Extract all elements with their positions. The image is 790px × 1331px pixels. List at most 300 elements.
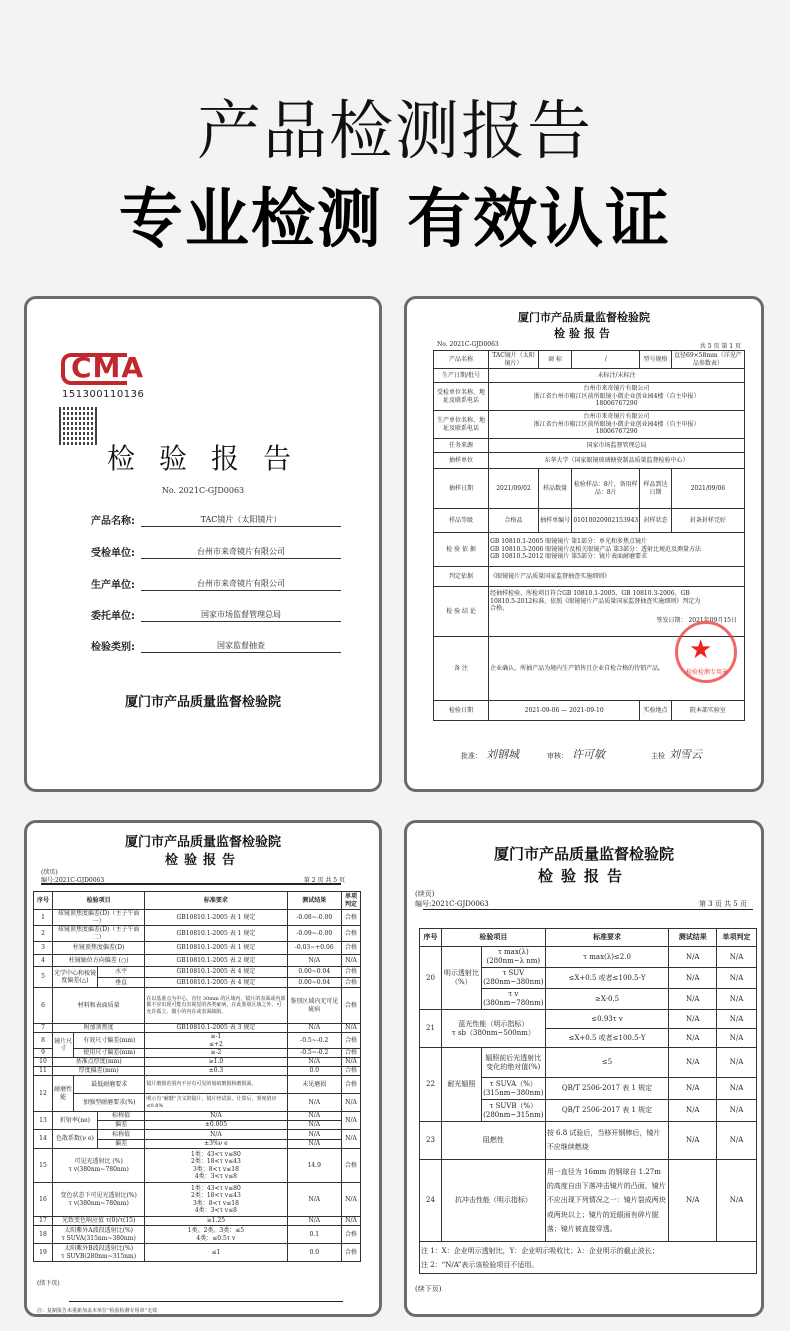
cell: ≥1.25 bbox=[145, 1217, 287, 1226]
cell: N/A bbox=[342, 955, 361, 967]
text-line: 1类：43<τ v≤80 bbox=[191, 1184, 241, 1192]
cell bbox=[52, 1226, 144, 1244]
cell: N/A bbox=[287, 1024, 342, 1033]
cell: ±3%ν e bbox=[145, 1140, 287, 1149]
table-row bbox=[34, 1112, 361, 1121]
star-icon: ★ bbox=[689, 635, 713, 665]
cell: 球镜顶焦度偏差(D)（主子午面二） bbox=[52, 926, 144, 942]
header-cell: 标准要求 bbox=[545, 929, 669, 947]
cell: N/A bbox=[287, 1058, 342, 1067]
cell: ≤1 bbox=[145, 1244, 287, 1262]
cell: 耐磨性能 bbox=[52, 1076, 73, 1112]
text-line: (315nm~380nm) bbox=[483, 1088, 544, 1097]
table-row bbox=[420, 1160, 757, 1242]
cell: N/A bbox=[287, 1094, 342, 1112]
cell: N/A bbox=[669, 1100, 717, 1122]
text-line: 18006767290 bbox=[595, 400, 638, 408]
cell: 12 bbox=[34, 1076, 53, 1112]
table-row bbox=[34, 1076, 361, 1094]
cell: 10 bbox=[34, 1058, 53, 1067]
text-line: 浙江省台州市椒江区前所眼镜小微企业创业园4楼（自主申报） bbox=[533, 392, 700, 400]
cell: 加强型耐磨要求(%) bbox=[74, 1094, 145, 1112]
field-value: 台州市来奇镜片有限公司 bbox=[141, 546, 341, 559]
cell: 14.9 bbox=[287, 1149, 342, 1183]
cell: N/A bbox=[287, 1183, 342, 1217]
table-row bbox=[34, 967, 361, 978]
field-producer bbox=[91, 576, 341, 592]
cell: 合格 bbox=[342, 1149, 361, 1183]
cell: 东华大学（国家眼镜玻璃搪瓷制品质量监督检验中心） bbox=[489, 453, 745, 469]
cell: 19 bbox=[34, 1244, 53, 1262]
cell: N/A bbox=[669, 1122, 717, 1160]
cell: N/A bbox=[145, 1112, 287, 1121]
cell: 镜片尺寸 bbox=[52, 1033, 73, 1058]
table-row bbox=[420, 1122, 757, 1160]
cell: GB10810.1-2005 表 2 规定 bbox=[145, 955, 287, 967]
text-line: τ SUVB（%） bbox=[489, 1101, 538, 1110]
cell: N/A bbox=[342, 1024, 361, 1033]
sig-label: 审核： bbox=[547, 752, 568, 760]
footer-note: 注：复制报告未重新加盖本单位“检验检测专用章”无效 bbox=[37, 1308, 158, 1314]
field-value: TAC镜片（太阳镜片） bbox=[141, 514, 341, 527]
page-info: 共 5 页 第 1 页 bbox=[699, 343, 741, 350]
cell: N/A bbox=[717, 968, 757, 989]
text-line: 4类：3<τ v≤8 bbox=[194, 1207, 237, 1214]
text-line: ≤+2 bbox=[208, 1040, 223, 1048]
cell: 任务来源 bbox=[434, 439, 489, 453]
cell: GB10810.1-2005 表 1 规定 bbox=[145, 910, 287, 926]
cell: 20 bbox=[420, 947, 442, 1010]
note-1: 注 1：X：企业明示透射比，Y：企业明示吸收比；λ：企业明示的截止波长； bbox=[421, 1246, 659, 1255]
signature: 刘钢城 bbox=[486, 748, 519, 761]
cell: 辐照前后光透射比变化的绝对值(%) bbox=[481, 1048, 545, 1078]
cell: 21 bbox=[420, 1010, 442, 1048]
cell: 偏差 bbox=[97, 1121, 144, 1130]
cell bbox=[52, 1183, 144, 1217]
cell: 标称值 bbox=[97, 1130, 144, 1140]
cell: 耐光辐照 bbox=[441, 1048, 481, 1122]
cell: 18 bbox=[34, 1226, 53, 1244]
cell: N/A bbox=[287, 955, 342, 967]
cell: 合格品 bbox=[489, 509, 539, 533]
cell: N/A bbox=[669, 1160, 717, 1242]
cell: N/A bbox=[287, 1112, 342, 1121]
cell: 阻燃性 bbox=[441, 1122, 545, 1160]
cell: N/A bbox=[342, 1130, 361, 1149]
cell: 产品名称 bbox=[434, 351, 489, 369]
cell: 偏差 bbox=[97, 1140, 144, 1149]
cell: 封样状态 bbox=[640, 509, 672, 533]
table-row bbox=[34, 988, 361, 1024]
table-header bbox=[34, 892, 361, 910]
cell: 实验地点 bbox=[640, 701, 672, 721]
text-line: GB 10810.5-2012 眼镜镜片 第5部分：镜片表面耐磨要求 bbox=[490, 553, 647, 561]
cell: 2021/09/02 bbox=[489, 469, 539, 509]
cell: 2 bbox=[34, 926, 53, 942]
table-row bbox=[420, 1010, 757, 1029]
cell: 光学中心和棱镜度偏差(△) bbox=[52, 967, 97, 988]
cell bbox=[489, 533, 745, 567]
cell: 检 验 结 论 bbox=[434, 587, 489, 637]
sig-label: 批准： bbox=[461, 752, 482, 760]
report-number: No. 2021C-GJD0063 bbox=[437, 341, 499, 348]
header-cell: 检验项目 bbox=[52, 892, 144, 910]
cell: N/A bbox=[287, 1130, 342, 1140]
approver-signature bbox=[461, 746, 519, 762]
text-line: 1类、2类、3类：≤5 bbox=[187, 1227, 245, 1234]
cell: 6 bbox=[34, 988, 53, 1024]
cell: N/A bbox=[669, 968, 717, 989]
cell: 合格 bbox=[342, 1049, 361, 1058]
cell: N/A bbox=[717, 947, 757, 968]
text-line: τ sb（380nm~500nm） bbox=[451, 1028, 535, 1037]
cell: TAC镜片（太阳镜片） bbox=[489, 351, 539, 369]
cell: 合格 bbox=[342, 978, 361, 988]
cell: 合格 bbox=[342, 1226, 361, 1244]
hero-subtitle: 专业检测 有效认证 bbox=[118, 183, 672, 257]
cell: 院本部实验室 bbox=[671, 701, 744, 721]
cell: 4 bbox=[34, 955, 53, 967]
sig-label: 主检 bbox=[651, 752, 665, 760]
text-line: τ max(λ) bbox=[497, 948, 529, 957]
cell: N/A bbox=[287, 1217, 342, 1226]
table-header bbox=[420, 929, 757, 947]
continued-next: (续下页) bbox=[37, 1280, 60, 1287]
cell: N/A bbox=[717, 989, 757, 1010]
institute-name: 厦门市产品质量监督检验院 bbox=[124, 695, 281, 710]
cell: 备 注 bbox=[434, 637, 489, 701]
cell: 最低耐磨要求 bbox=[74, 1076, 145, 1094]
cell: -0.5~-0.2 bbox=[287, 1033, 342, 1049]
cell: 0.0 bbox=[287, 1067, 342, 1076]
cell: N/A bbox=[717, 1048, 757, 1078]
cell: 样品数量 bbox=[538, 469, 571, 509]
cell: 镜片磨损范围内不应有可见的划痕磨损和磨损面。 bbox=[145, 1076, 287, 1094]
cell: 0.1 bbox=[287, 1226, 342, 1244]
cell: 抽样单位 bbox=[434, 453, 489, 469]
cell: 明示透射比（%） bbox=[441, 947, 481, 1010]
cell: 合格 bbox=[342, 942, 361, 955]
cell: / bbox=[572, 351, 640, 369]
cell: N/A bbox=[717, 1160, 757, 1242]
cell bbox=[441, 1010, 545, 1048]
cell: 检验样品：8片，备用样品：8片 bbox=[572, 469, 640, 509]
cell: 17 bbox=[34, 1217, 53, 1226]
cell: 0.00~0.04 bbox=[287, 967, 342, 978]
header-cell: 单项判定 bbox=[717, 929, 757, 947]
text-line: τ v bbox=[508, 990, 519, 999]
cell: 球镜顶焦度偏差(D)（主子午面一） bbox=[52, 910, 144, 926]
cell: ±0.005 bbox=[145, 1121, 287, 1130]
text-line: 4类：3<τ v≤8 bbox=[194, 1173, 237, 1180]
cell: 使用尺寸偏差(mm) bbox=[74, 1049, 145, 1058]
header-cell: 单项判定 bbox=[342, 892, 361, 910]
cell: 16 bbox=[34, 1183, 53, 1217]
header-cell: 序号 bbox=[420, 929, 442, 947]
cell: 01010020902153943 bbox=[572, 509, 640, 533]
cell: 23 bbox=[420, 1122, 442, 1160]
table-row bbox=[34, 1058, 361, 1067]
cell: 未见磨损 bbox=[287, 1076, 342, 1094]
cell: N/A bbox=[287, 1140, 342, 1149]
cell: N/A bbox=[669, 1010, 717, 1029]
continued-next: (续下页) bbox=[415, 1285, 442, 1293]
cell: 柱镜轴位方向偏差 (○) bbox=[52, 955, 144, 967]
table-row bbox=[34, 1067, 361, 1076]
cell: GB10810.1-2005 表 1 规定 bbox=[145, 942, 287, 955]
cell: 抗冲击性能（明示指标） bbox=[441, 1160, 545, 1242]
cell: GB10810.1-2005 表 4 规定 bbox=[145, 967, 287, 978]
cell: 判定依据 bbox=[434, 567, 489, 587]
report-number: 编号:2021C-GJD0063 bbox=[415, 900, 489, 908]
cell: 柱镜顶焦度偏差(D) bbox=[52, 942, 144, 955]
cell: 抽样单编号 bbox=[538, 509, 571, 533]
cell: 国家市场监督管理总局 bbox=[489, 439, 745, 453]
text-line: 台州市来奇镜片有限公司 bbox=[583, 385, 650, 393]
cell bbox=[489, 383, 745, 411]
cell: N/A bbox=[669, 947, 717, 968]
header-cell: 测试结果 bbox=[669, 929, 717, 947]
cell: 用一直径为 16mm 的钢球自 1.27m 的高度自由下落冲击镜片的凸面，镜片不应出现下列情况之一：镜片裂成两块或两块以上；镜片的近眼面有碎片脱落；镜片被直接穿透。 bbox=[545, 1160, 669, 1242]
cell: 13 bbox=[34, 1112, 53, 1130]
page-info: 第 3 页 共 5 页 bbox=[698, 900, 747, 908]
cell: 合格 bbox=[342, 1033, 361, 1049]
report-page-3-card bbox=[404, 820, 764, 1317]
cell: ≥X-0.5 bbox=[545, 989, 669, 1010]
cell: N/A bbox=[669, 989, 717, 1010]
table-row bbox=[34, 1049, 361, 1058]
cell: 3 bbox=[34, 942, 53, 955]
table-row bbox=[34, 910, 361, 926]
cell: QB/T 2506-2017 表 1 规定 bbox=[545, 1100, 669, 1122]
cell: N/A bbox=[342, 1094, 361, 1112]
cell: 2021/09/06 bbox=[671, 469, 744, 509]
field-label: 检验类别: bbox=[91, 642, 135, 653]
cell: 1 bbox=[34, 910, 53, 926]
cell: 型号规格 bbox=[640, 351, 672, 369]
cell: 样品到达日期 bbox=[640, 469, 672, 509]
hero-title: 产品检测报告 bbox=[197, 95, 593, 169]
table-row bbox=[34, 1244, 361, 1262]
text-line: τ SUVA(315nm~380nm) bbox=[61, 1234, 136, 1242]
header-cell: 检验项目 bbox=[441, 929, 545, 947]
cell: 8 bbox=[34, 1033, 53, 1049]
field-label: 生产单位: bbox=[91, 580, 135, 591]
field-value: 国家监督抽查 bbox=[141, 640, 341, 653]
table-row bbox=[34, 1183, 361, 1217]
text-line: τ v(380nm~780nm) bbox=[68, 1165, 129, 1173]
text-line: (380nm~780nm) bbox=[483, 999, 544, 1007]
text-line: 1类：43<τ v≤80 bbox=[191, 1150, 241, 1158]
institute-name: 厦门市产品质量监督检验院 bbox=[124, 835, 281, 850]
cell bbox=[145, 1183, 287, 1217]
field-value: 国家市场监督管理总局 bbox=[141, 609, 341, 622]
text-line: 浙江省台州市椒江区前所眼镜小微企业创业园4楼（自主申报） bbox=[533, 420, 700, 428]
continued-label: (续页) bbox=[415, 890, 435, 898]
text-line: (280nm~λ nm) bbox=[486, 957, 541, 965]
cell: 生产日期/批号 bbox=[434, 369, 489, 383]
table-row bbox=[420, 947, 757, 968]
cell: GB10810.1-2005 表 1 规定 bbox=[145, 926, 287, 942]
cell: 材料和表面质量 bbox=[52, 988, 144, 1024]
cell: -0.03~+0.06 bbox=[287, 942, 342, 955]
cell: ≤X+0.5 或者≤100.5-Y bbox=[545, 968, 669, 989]
cell: τ max(λ)≤2.0 bbox=[545, 947, 669, 968]
cell: 15 bbox=[34, 1149, 53, 1183]
notes-cell bbox=[420, 1242, 757, 1274]
cell bbox=[52, 1149, 144, 1183]
table-row bbox=[34, 1130, 361, 1140]
text-line: (280nm~315nm) bbox=[483, 1110, 544, 1119]
text-line: 4类：≤0.5τ v bbox=[196, 1234, 236, 1242]
cell: 直径69×58mm（详见产品参数表） bbox=[671, 351, 744, 369]
text-line: τ SUVA（%） bbox=[489, 1079, 537, 1088]
cell: 合格 bbox=[342, 1076, 361, 1094]
table-row bbox=[34, 1217, 361, 1226]
qr-code-icon bbox=[59, 407, 97, 445]
conclusion-text: 经抽样检验，所检项目符合GB 10810.1-2005、GB 10810.3-2006、GB 10810.5-2012标准，依照《眼镜镜片产品质量国家监督抽查实施细则》判定为合格。 bbox=[490, 590, 701, 612]
table-row bbox=[34, 942, 361, 955]
cell: 检 验 依 据 bbox=[434, 533, 489, 567]
cell: N/A bbox=[717, 1029, 757, 1048]
cell: ≥-2 bbox=[145, 1049, 287, 1058]
cover-title: 检验报告 bbox=[107, 442, 316, 475]
report-title: 检验报告 bbox=[554, 327, 614, 340]
cell: N/A bbox=[342, 1217, 361, 1226]
cell: 5 bbox=[34, 967, 53, 988]
cell: 0.0 bbox=[287, 1244, 342, 1262]
cell: 商 标 bbox=[538, 351, 571, 369]
cell: 按 6.8 试验后，当移开钢棒后，镜片不应继续燃烧 bbox=[545, 1122, 669, 1160]
text-line: 太阳紫外B波段透射比(%) bbox=[64, 1245, 134, 1252]
table-row bbox=[34, 955, 361, 967]
report-page-1-card bbox=[404, 296, 764, 792]
header-cell: 测试结果 bbox=[287, 892, 342, 910]
text-line: GB 10810.3-2006 眼镜镜片及相关眼镜产品 第3部分：透射比规范及测量方法 bbox=[490, 545, 701, 553]
cell: N/A bbox=[342, 1112, 361, 1130]
text-line: τ v(380nm~780nm) bbox=[68, 1199, 129, 1207]
header-cell: 标准要求 bbox=[145, 892, 287, 910]
cell: 附加顶焦度 bbox=[52, 1024, 144, 1033]
table-row bbox=[34, 1149, 361, 1183]
stamp-text: 检验检测专用章 bbox=[685, 669, 728, 676]
cell: 9 bbox=[34, 1049, 53, 1058]
text-line: τ SUVB(280nm~315nm) bbox=[61, 1252, 137, 1260]
cell bbox=[481, 1100, 545, 1122]
cell bbox=[145, 1149, 287, 1183]
field-label: 受检单位: bbox=[91, 548, 135, 559]
cell: 在以基准点为中心，直径 30mm 的区域内，镜片的表面或内部都不应出现可能有害视觉的各类疵病，在此鉴别区域之外，可允许孤立、微小的内在或表面缺陷。 bbox=[145, 988, 287, 1024]
text-line: 变色状态下可见光透射比(%) bbox=[60, 1192, 137, 1199]
cell: 鉴别区域内无可见疵病 bbox=[287, 988, 342, 1024]
cell: 样品等级 bbox=[434, 509, 489, 533]
text-line: 2类：18<τ v≤43 bbox=[191, 1158, 241, 1165]
field-value: 台州市来奇镜片有限公司 bbox=[141, 578, 341, 591]
cell: 受检单位名称、地址及联系电话 bbox=[434, 383, 489, 411]
continued-label: (续页) bbox=[41, 869, 58, 876]
cell: N/A bbox=[342, 1058, 361, 1067]
report-cover-card bbox=[24, 296, 382, 792]
cell: N/A bbox=[717, 1100, 757, 1122]
signature: 许可敏 bbox=[572, 748, 605, 761]
cell: N/A bbox=[669, 1048, 717, 1078]
cell: N/A bbox=[342, 1183, 361, 1217]
cell: 14 bbox=[34, 1130, 53, 1149]
cell: 《眼镜镜片产品质量国家监督抽查实施细则》 bbox=[489, 567, 745, 587]
field-label: 产品名称: bbox=[91, 516, 135, 527]
cell: 厚度偏差(mm) bbox=[52, 1067, 144, 1076]
cell: 24 bbox=[420, 1160, 442, 1242]
field-label: 委托单位: bbox=[91, 611, 135, 622]
cell bbox=[481, 1078, 545, 1100]
cell: 合格 bbox=[342, 967, 361, 978]
cell: 11 bbox=[34, 1067, 53, 1076]
cell bbox=[52, 1244, 144, 1262]
table-row bbox=[34, 1033, 361, 1049]
text-line: 3类：8<τ v≤18 bbox=[192, 1199, 239, 1207]
divider bbox=[41, 883, 341, 885]
report-page-2-card bbox=[24, 820, 382, 1317]
reviewer-signature bbox=[547, 746, 605, 762]
institute-name: 厦门市产品质量监督检验院 bbox=[518, 311, 650, 324]
table-row bbox=[34, 1226, 361, 1244]
cell: 光致变色响应值 τ(0)/τ(15) bbox=[52, 1217, 144, 1226]
cell: 垂直 bbox=[97, 978, 144, 988]
cell: 封条封样完好 bbox=[671, 509, 744, 533]
field-product-name bbox=[91, 512, 341, 528]
cell: 明示有“耐磨”含义的镜片，镜片经试验、计算后，雾度值应≤0.8% bbox=[145, 1094, 287, 1112]
cell: 基准点厚度(mm) bbox=[52, 1058, 144, 1067]
cell: N/A bbox=[717, 1122, 757, 1160]
cell: -0.08~-0.00 bbox=[287, 910, 342, 926]
cell: -0.09~-0.00 bbox=[287, 926, 342, 942]
divider bbox=[69, 1301, 343, 1302]
text-line: 可见光透射比 (%) bbox=[74, 1158, 123, 1165]
cell: 检验日期 bbox=[434, 701, 489, 721]
cell bbox=[145, 1033, 287, 1049]
cell: N/A bbox=[287, 1121, 342, 1130]
field-entrusting-unit bbox=[91, 607, 341, 623]
text-line: 蓝光性能（明示指标） bbox=[458, 1019, 529, 1028]
cell: ≤5 bbox=[545, 1048, 669, 1078]
text-line: ≥-1 bbox=[210, 1033, 222, 1040]
note-2: 注 2：“N/A”表示该检验项目不适用。 bbox=[421, 1260, 539, 1269]
header-cell: 序号 bbox=[34, 892, 53, 910]
cell bbox=[481, 968, 545, 989]
table-row bbox=[34, 1094, 361, 1112]
cell: 标称值 bbox=[97, 1112, 144, 1121]
cell bbox=[481, 989, 545, 1010]
field-inspected-unit bbox=[91, 544, 341, 560]
cell: N/A bbox=[669, 1029, 717, 1048]
cell: 2021-09-06 — 2021-09-10 bbox=[489, 701, 640, 721]
cell: 有效尺寸偏差(mm) bbox=[74, 1033, 145, 1049]
cell: ≥1.0 bbox=[145, 1058, 287, 1067]
cell: N/A bbox=[669, 1078, 717, 1100]
cell: ≤0.93τ v bbox=[545, 1010, 669, 1029]
cma-number: 151300110136 bbox=[62, 389, 145, 400]
cell: 色散系数(ν e) bbox=[52, 1130, 97, 1149]
issue-date-value: 2021年09月15日 bbox=[688, 616, 737, 624]
cell bbox=[145, 1226, 287, 1244]
page-info: 第 2 页 共 5 页 bbox=[303, 877, 345, 884]
cell: 生产单位名称、地址及联系电话 bbox=[434, 411, 489, 439]
cell: QB/T 2506-2017 表 1 规定 bbox=[545, 1078, 669, 1100]
cell: 7 bbox=[34, 1024, 53, 1033]
field-inspection-type bbox=[91, 638, 341, 654]
cell: N/A bbox=[717, 1010, 757, 1029]
report-title: 检验报告 bbox=[164, 853, 241, 868]
